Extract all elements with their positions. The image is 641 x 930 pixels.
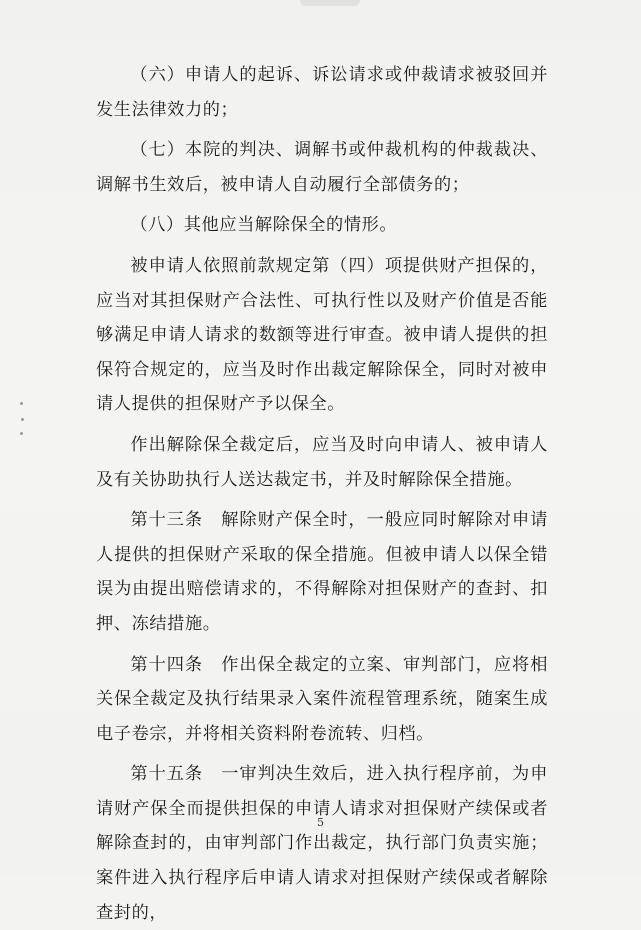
document-body	[96, 58, 548, 930]
paragraph-item-7: （七）本院的判决、调解书或仲裁机构的仲裁裁决、调解书生效后，被申请人自动履行全部债务的；	[96, 140, 548, 195]
paragraph-article-13: 第十三条 解除财产保全时，一般应同时解除对申请人提供的担保财产采取的保全措施。但被申请人以保全错误为由提出赔偿请求的，不得解除对担保财产的查封、扣押、冻结措施。	[96, 510, 548, 634]
paragraph-guarantee-review: 被申请人依照前款规定第（四）项提供财产担保的，应当对其担保财产合法性、可执行性以及财产价值是否能够满足申请人请求的数额等进行审查。被申请人提供的担保符合规定的，应当及时作出裁定解除保全，同时对被申请人提供的担保财产予以保全。	[96, 255, 548, 415]
scan-smudge	[300, 0, 360, 6]
paragraph-article-15: 第十五条 一审判决生效后，进入执行程序前，为申请财产保全而提供担保的申请人请求对担保财产续保或者解除查封的，由审判部门作出裁定，执行部门负责实施；案件进入执行程序后申请人请求对担保财产续保或者解除查封的，	[96, 764, 548, 923]
paragraph-article-14: 第十四条 作出保全裁定的立案、审判部门，应将相关保全裁定及执行结果录入案件流程管理系统，随案生成电子卷宗，并将相关资料附卷流转、归档。	[96, 654, 548, 744]
scan-dot	[20, 432, 23, 435]
page-number: 5	[317, 816, 324, 829]
paragraph-release-notice: 作出解除保全裁定后，应当及时向申请人、被申请人及有关协助执行人送达裁定书，并及时解除保全措施。	[96, 434, 548, 490]
scan-dot	[20, 402, 23, 405]
scan-dot	[21, 418, 24, 421]
paragraph-item-8: （八）其他应当解除保全的情形。	[130, 215, 398, 236]
paragraph-item-6: （六）申请人的起诉、诉讼请求或仲裁请求被驳回并发生法律效力的；	[96, 65, 548, 120]
